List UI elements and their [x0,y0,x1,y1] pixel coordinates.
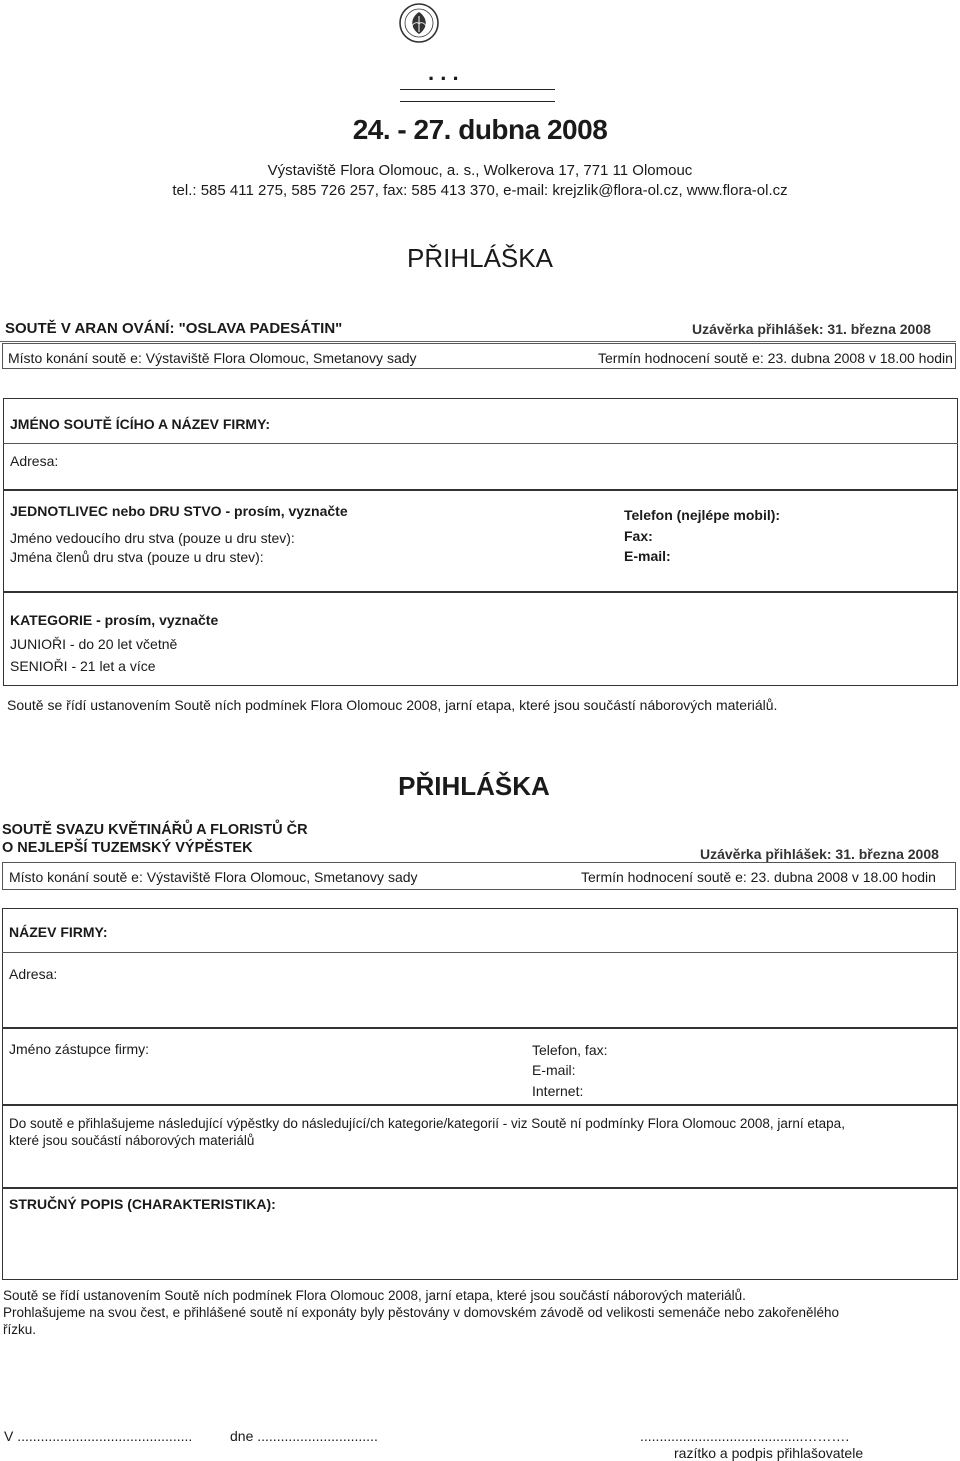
form1-rules: Soutě se řídí ustanovením Soutě ních podmínek Flora Olomouc 2008, jarní etapa, které jsou součástí náborových materiálů. [7,697,778,713]
form2-company-box[interactable] [2,908,958,1028]
form1-phone-label: Telefon (nejlépe mobil): [624,507,781,523]
signature-place[interactable]: V ............................................. [4,1428,193,1444]
header-rule-bottom [400,101,555,102]
form2-rules-line3: řízku. [3,1322,37,1337]
signature-date[interactable]: dne ............................... [230,1428,378,1444]
form2-rep-box[interactable] [2,1028,958,1105]
form2-entry-line2: které jsou součástí náborových materiálů [9,1133,255,1148]
form1-leader-label: Jméno vedoucího dru stva (pouze u dru stev): [10,530,295,546]
form1-address-label: Adresa: [10,453,59,469]
form2-title: PŘIHLÁŠKA [398,771,550,801]
form2-deadline: Uzávěrka přihlášek: 31. března 2008 [700,846,939,862]
form1-name-box[interactable] [3,398,958,490]
form1-category-label: KATEGORIE - prosím, vyznačte [10,612,219,628]
form2-venue: Místo konání soutě e: Výstaviště Flora Olomouc, Smetanovy sady [9,869,418,885]
form2-entry-line1: Do soutě e přihlašujeme následující výpěstky do následující/ch kategorie/kategorií - viz Soutě ní podmínky Flora Olomouc 2008, jarní etapa, [9,1116,845,1131]
form2-rules-line1: Soutě se řídí ustanovením Soutě ních podmínek Flora Olomouc 2008, jarní etapa, které jsou součástí náborových materiálů. [3,1288,746,1303]
form1-venue: Místo konání soutě e: Výstaviště Flora Olomouc, Smetanovy sady [8,350,417,366]
form1-competition: SOUTĚ V ARAN OVÁNÍ: "OSLAVA PADESÁTIN" [5,320,343,337]
header-rule-top [400,89,555,90]
form1-juniors-option[interactable]: JUNIOŘI - do 20 let včetně [10,636,178,652]
organizer-contact: tel.: 585 411 275, 585 726 257, fax: 585 413 370, e-mail: krejzlik@flora-ol.cz, www.flora-ol.cz [172,182,788,199]
form1-fax-label: Fax: [624,528,653,544]
form1-members-label: Jména členů dru stva (pouze u dru stev): [10,549,264,565]
form2-company-label: NÁZEV FIRMY: [9,924,108,940]
form2-email-label: E-mail: [532,1062,576,1078]
form2-description-label: STRUČNÝ POPIS (CHARAKTERISTIKA): [9,1196,276,1212]
form2-rep-label: Jméno zástupce firmy: [9,1041,150,1057]
form1-name-label: JMÉNO SOUTĚ ÍCÍHO A NÁZEV FIRMY: [10,416,271,432]
flora-logo [398,2,440,44]
form2-internet-label: Internet: [532,1083,584,1099]
form1-name-divider [3,443,958,444]
organizer-address: Výstaviště Flora Olomouc, a. s., Wolkerova 17, 771 11 Olomouc [267,162,693,179]
form2-rules-line2: Prohlašujeme na svou čest, e přihlášené soutě ní exponáty byly pěstovány v domovském závodě od velikosti semenáče nebo zakořenělého [3,1305,839,1320]
form1-deadline: Uzávěrka přihlášek: 31. března 2008 [692,321,931,337]
form2-competition-line2: O NEJLEPŠÍ TUZEMSKÝ VÝPĚSTEK [2,840,253,856]
signature-line[interactable]: ..........................................………. [640,1428,850,1444]
form2-address-label: Adresa: [9,966,58,982]
header-dots: . . . [428,60,459,85]
form2-phone-fax-label: Telefon, fax: [532,1042,608,1058]
form2-competition-line1: SOUTĚ SVAZU KVĚTINÁŘŮ A FLORISTŮ ČR [2,822,308,838]
form1-judging: Termín hodnocení soutě e: 23. dubna 2008 v 18.00 hodin [598,350,953,366]
event-date: 24. - 27. dubna 2008 [352,114,608,145]
form2-company-divider [2,952,958,953]
form1-divider [0,341,956,342]
form1-seniors-option[interactable]: SENIOŘI - 21 let a více [10,658,156,674]
form1-individual-label: JEDNOTLIVEC nebo DRU STVO - prosím, vyznačte [10,503,348,519]
form1-title: PŘIHLÁŠKA [407,243,553,273]
signature-label: razítko a podpis přihlašovatele [674,1445,864,1461]
form1-email-label: E-mail: [624,548,671,564]
form2-judging: Termín hodnocení soutě e: 23. dubna 2008 v 18.00 hodin [581,869,936,885]
